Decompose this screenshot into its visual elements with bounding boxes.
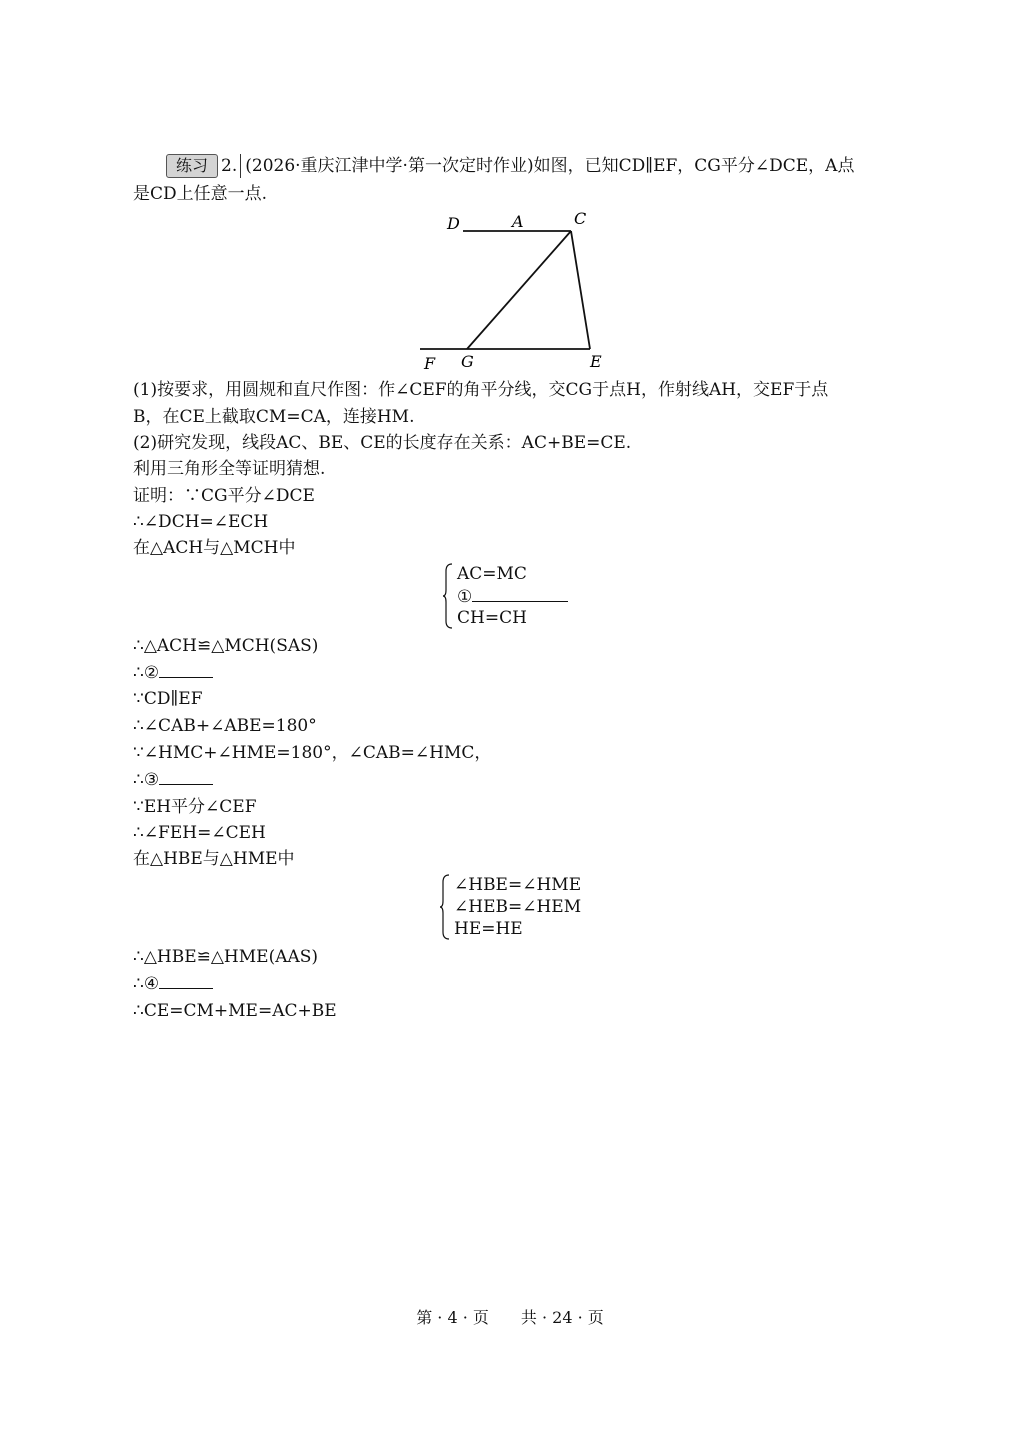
segment-ce: [571, 231, 590, 349]
part1-line1: (1)按要求，用圆规和直尺作图：作∠CEF的角平分线，交CG于点H，作射线AH，交EF于点: [133, 380, 829, 400]
label-f: F: [424, 354, 436, 373]
proof-line-4: ∴△ACH≌△MCH(SAS): [133, 636, 319, 656]
proof-line-12: 在△HBE与△HME中: [133, 849, 295, 869]
answer-blank-2[interactable]: [159, 661, 213, 678]
part1-line2: B，在CE上截取CM=CA，连接HM.: [133, 407, 415, 427]
segment-cg: [467, 231, 571, 349]
part2-line1: (2)研究发现，线段AC、BE、CE的长度存在关系：AC+BE=CE.: [133, 433, 632, 453]
system1-eq1: AC=MC: [457, 564, 527, 584]
practice-tag: 练习: [166, 154, 218, 178]
equation-system-1: [443, 563, 583, 629]
problem-stem-2: 是CD上任意一点.: [133, 184, 268, 204]
page-footer: 第 · 4 · 页 共 · 24 · 页: [416, 1308, 604, 1327]
blank-marker-2: ∴②: [133, 663, 160, 683]
proof-line-7: ∴∠CAB+∠ABE=180°: [133, 716, 317, 736]
proof-line-8: ∵∠HMC+∠HME=180°，∠CAB=∠HMC，: [133, 743, 492, 763]
answer-blank-4[interactable]: [159, 972, 213, 989]
answer-blank-1[interactable]: [472, 585, 568, 602]
proof-line-13: ∴△HBE≌△HME(AAS): [133, 947, 319, 967]
proof-line-6: ∵CD∥EF: [133, 689, 203, 709]
proof-line-5: [133, 661, 213, 685]
system2-eq3: HE=HE: [454, 919, 523, 939]
left-brace: [443, 563, 453, 629]
system2-eq1: ∠HBE=∠HME: [454, 875, 582, 895]
left-brace: [440, 874, 450, 940]
proof-line-15: ∴CE=CM+ME=AC+BE: [133, 1001, 337, 1021]
proof-line-1: 证明：∵CG平分∠DCE: [133, 486, 315, 506]
proof-line-11: ∴∠FEH=∠CEH: [133, 823, 266, 843]
proof-line-2: ∴∠DCH=∠ECH: [133, 512, 269, 532]
label-a: A: [512, 212, 524, 231]
proof-line-9: [133, 768, 213, 792]
equation-system-2: [440, 874, 600, 940]
blank-marker-1: ①: [457, 587, 473, 607]
part2-line2: 利用三角形全等证明猜想.: [133, 459, 326, 479]
system1-eq2: [457, 585, 568, 608]
label-g: G: [461, 352, 474, 371]
blank-marker-3: ∴③: [133, 770, 160, 790]
problem-source: (2026·重庆江津中学·第一次定时作业): [245, 156, 534, 176]
blank-marker-4: ∴④: [133, 974, 160, 994]
label-c: C: [574, 209, 587, 228]
problem-stem-1: 如图，已知CD∥EF，CG平分∠DCE，A点: [533, 156, 855, 176]
answer-blank-3[interactable]: [159, 768, 213, 785]
problem-number: 2.: [220, 154, 241, 178]
proof-line-10: ∵EH平分∠CEF: [133, 797, 257, 817]
label-d: D: [447, 214, 460, 233]
system2-eq2: ∠HEB=∠HEM: [454, 897, 582, 917]
proof-line-14: [133, 972, 213, 996]
proof-line-3: 在△ACH与△MCH中: [133, 538, 296, 558]
label-e: E: [590, 352, 602, 371]
system1-eq3: CH=CH: [457, 608, 527, 628]
